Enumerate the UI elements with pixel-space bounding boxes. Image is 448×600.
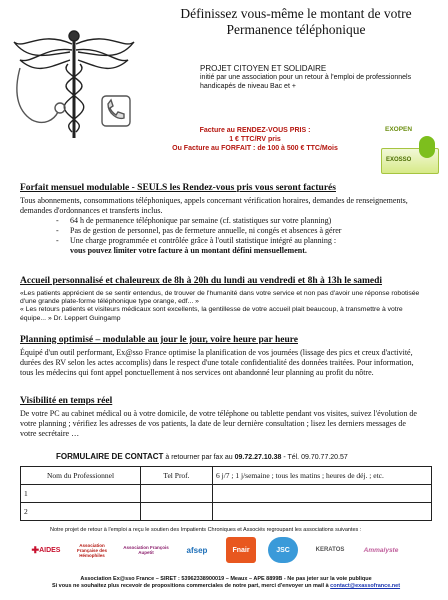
footer-unsubscribe bbox=[20, 583, 432, 590]
schedule-cell[interactable] bbox=[213, 503, 432, 521]
accueil-quote-2: « Les retours patients et visiteurs médicaux sont excellents, la gentillesse de votre accueil plait beaucoup, à transmettre à votre équipe... » Dr. Leppert Guingamp bbox=[20, 306, 403, 322]
section-forfait-title: Forfait mensuel modulable - SEULS les Rendez-vous pris vous seront facturés bbox=[20, 183, 336, 193]
title-line-1: Définissez vous-même le montant de votre bbox=[180, 6, 412, 21]
section-visibilite-title: Visibilité en temps réel bbox=[20, 396, 113, 406]
partner-logo-fnair: Fnair bbox=[226, 537, 256, 563]
column-header-name: Nom du Professionnel bbox=[21, 467, 141, 485]
column-header-schedule: 6 j/7 ; 1 j/semaine ; tous les matins ; heures de déj. ; etc. bbox=[213, 467, 432, 485]
section-accueil-title: Accueil personnalisé et chaleureux de 8h à 20h du lundi au vendredi et 8h à 13h le samedi bbox=[20, 276, 383, 286]
pill-icon bbox=[419, 136, 435, 158]
footer-email-link[interactable]: contact@exassofrance.net bbox=[330, 583, 401, 589]
fax-label: à retourner par fax au bbox=[165, 454, 233, 461]
partner-logo-afh: Association Française des Hémophiles bbox=[76, 542, 108, 558]
contact-table bbox=[20, 466, 432, 521]
section-planning-body: Équipé d'un outil performant, Ex@sso France optimise la planification de vos journées (lissage des pics et creux d'activité, durées des RV selon les actes accomplis) dans le respect d'une totale confidentialité des données traitées. Pour information, tous les médecins qui font appel ponctuellement à nos services ont abandonné leur planning au profit du nôtre. bbox=[20, 348, 414, 377]
partner-logos bbox=[28, 537, 428, 565]
forfait-bullet-continuation: vous pouvez limiter votre facture à un montant défini mensuellement. bbox=[70, 246, 307, 255]
badge-tag: EXOPEN bbox=[385, 126, 413, 133]
row-number: 2 bbox=[21, 503, 141, 521]
footer-legal: Association Ex@sso France – SIRET : 53962338900019 – Meaux – APE 8899B - Ne pas jeter sur la voie publique bbox=[80, 576, 372, 582]
schedule-cell[interactable] bbox=[213, 485, 432, 503]
pricing-block bbox=[140, 126, 370, 153]
title-line-2: Permanence téléphonique bbox=[226, 22, 366, 37]
tel-cell[interactable] bbox=[141, 503, 213, 521]
section-visibilite-body: De votre PC au cabinet médical ou à votre domicile, de votre téléphone ou tablette pendant vos visites, suivez l'évolution de votre planning ; vérifiez les adresses de vos patients, la date de leur dernière consultation ; lisez les derniers messages de votre secrétaire … bbox=[20, 409, 417, 438]
table-row bbox=[21, 503, 432, 521]
intro-heading: PROJET CITOYEN ET SOLIDAIRE bbox=[200, 64, 327, 73]
tel-label: - Tél. bbox=[283, 454, 300, 461]
footer-unsubscribe-text: Si vous ne souhaitez plus recevoir de propositions commerciales de notre part, merci d'envoyer un mail à bbox=[51, 583, 329, 589]
partner-logo-jsc: JSC bbox=[268, 537, 298, 563]
section-forfait-body bbox=[20, 196, 424, 256]
list-item: - 64 h de permanence téléphonique par semaine (cf. statistiques sur votre planning) bbox=[56, 216, 424, 226]
form-title: FORMULAIRE DE CONTACT bbox=[56, 452, 164, 461]
partners-note: Notre projet de retour à l'emploi a reçu le soutien des Impatients Chroniques et Associés regroupant les associations suivantes : bbox=[50, 527, 362, 533]
list-item: - Une charge programmée et contrôlée grâce à l'outil statistique intégré au planning : bbox=[56, 236, 424, 246]
column-header-tel: Tel Prof. bbox=[141, 467, 213, 485]
forfait-text: Tous abonnements, consommations téléphoniques, appels concernant vérification horaires, demandes de renseignements, demandes d'ordonnances et transferts inclus. bbox=[20, 196, 408, 215]
pricing-line-2: 1 € TTC/RV pris bbox=[229, 136, 281, 143]
partner-logo-keratos: KERATOS bbox=[315, 547, 345, 553]
list-item: - Pas de gestion de personnel, pas de fermeture annuelle, ni congés et absences à gérer bbox=[56, 226, 424, 236]
section-planning-title: Planning optimisé – modulable au jour le jour, voire heure par heure bbox=[20, 335, 298, 345]
partner-logo-afa: Association François Aupetit bbox=[123, 545, 169, 555]
partner-logo-aides: ✚ AIDES bbox=[31, 544, 61, 555]
tel-number: 09.70.77.20.57 bbox=[301, 454, 348, 461]
intro-text: initié par une association pour un retour à l'emploi de professionnels handicapés de niveau Bac et + bbox=[200, 74, 412, 90]
fax-number: 09.72.27.10.38 bbox=[234, 454, 282, 461]
forfait-bullets bbox=[56, 216, 424, 256]
pricing-line-3: Ou Facture au FORFAIT : de 100 à 500 € TTC/Mois bbox=[172, 145, 338, 152]
page-title bbox=[150, 6, 442, 38]
caduceus-illustration bbox=[10, 20, 138, 140]
row-number: 1 bbox=[21, 485, 141, 503]
table-row bbox=[21, 485, 432, 503]
pricing-line-1: Facture au RENDEZ-VOUS PRIS : bbox=[199, 127, 311, 134]
contact-form-heading bbox=[56, 452, 348, 461]
section-accueil-body bbox=[20, 290, 424, 323]
accueil-quote-1: «Les patients apprécient de se sentir entendus, de trouver de l'humanité dans votre service et non pas d'avoir une réponse robotisée d'une grande plate-forme téléphonique type orange, edf... » bbox=[20, 290, 420, 306]
exosso-badge bbox=[381, 126, 439, 176]
partner-name: AIDES bbox=[39, 546, 61, 554]
badge-label: EXOSSO bbox=[386, 157, 412, 163]
footer bbox=[20, 576, 432, 590]
table-header-row bbox=[21, 467, 432, 485]
partner-logo-afsep: afsep bbox=[186, 545, 208, 555]
partner-logo-ammalyste: Ammalyste bbox=[363, 546, 399, 554]
tel-cell[interactable] bbox=[141, 485, 213, 503]
